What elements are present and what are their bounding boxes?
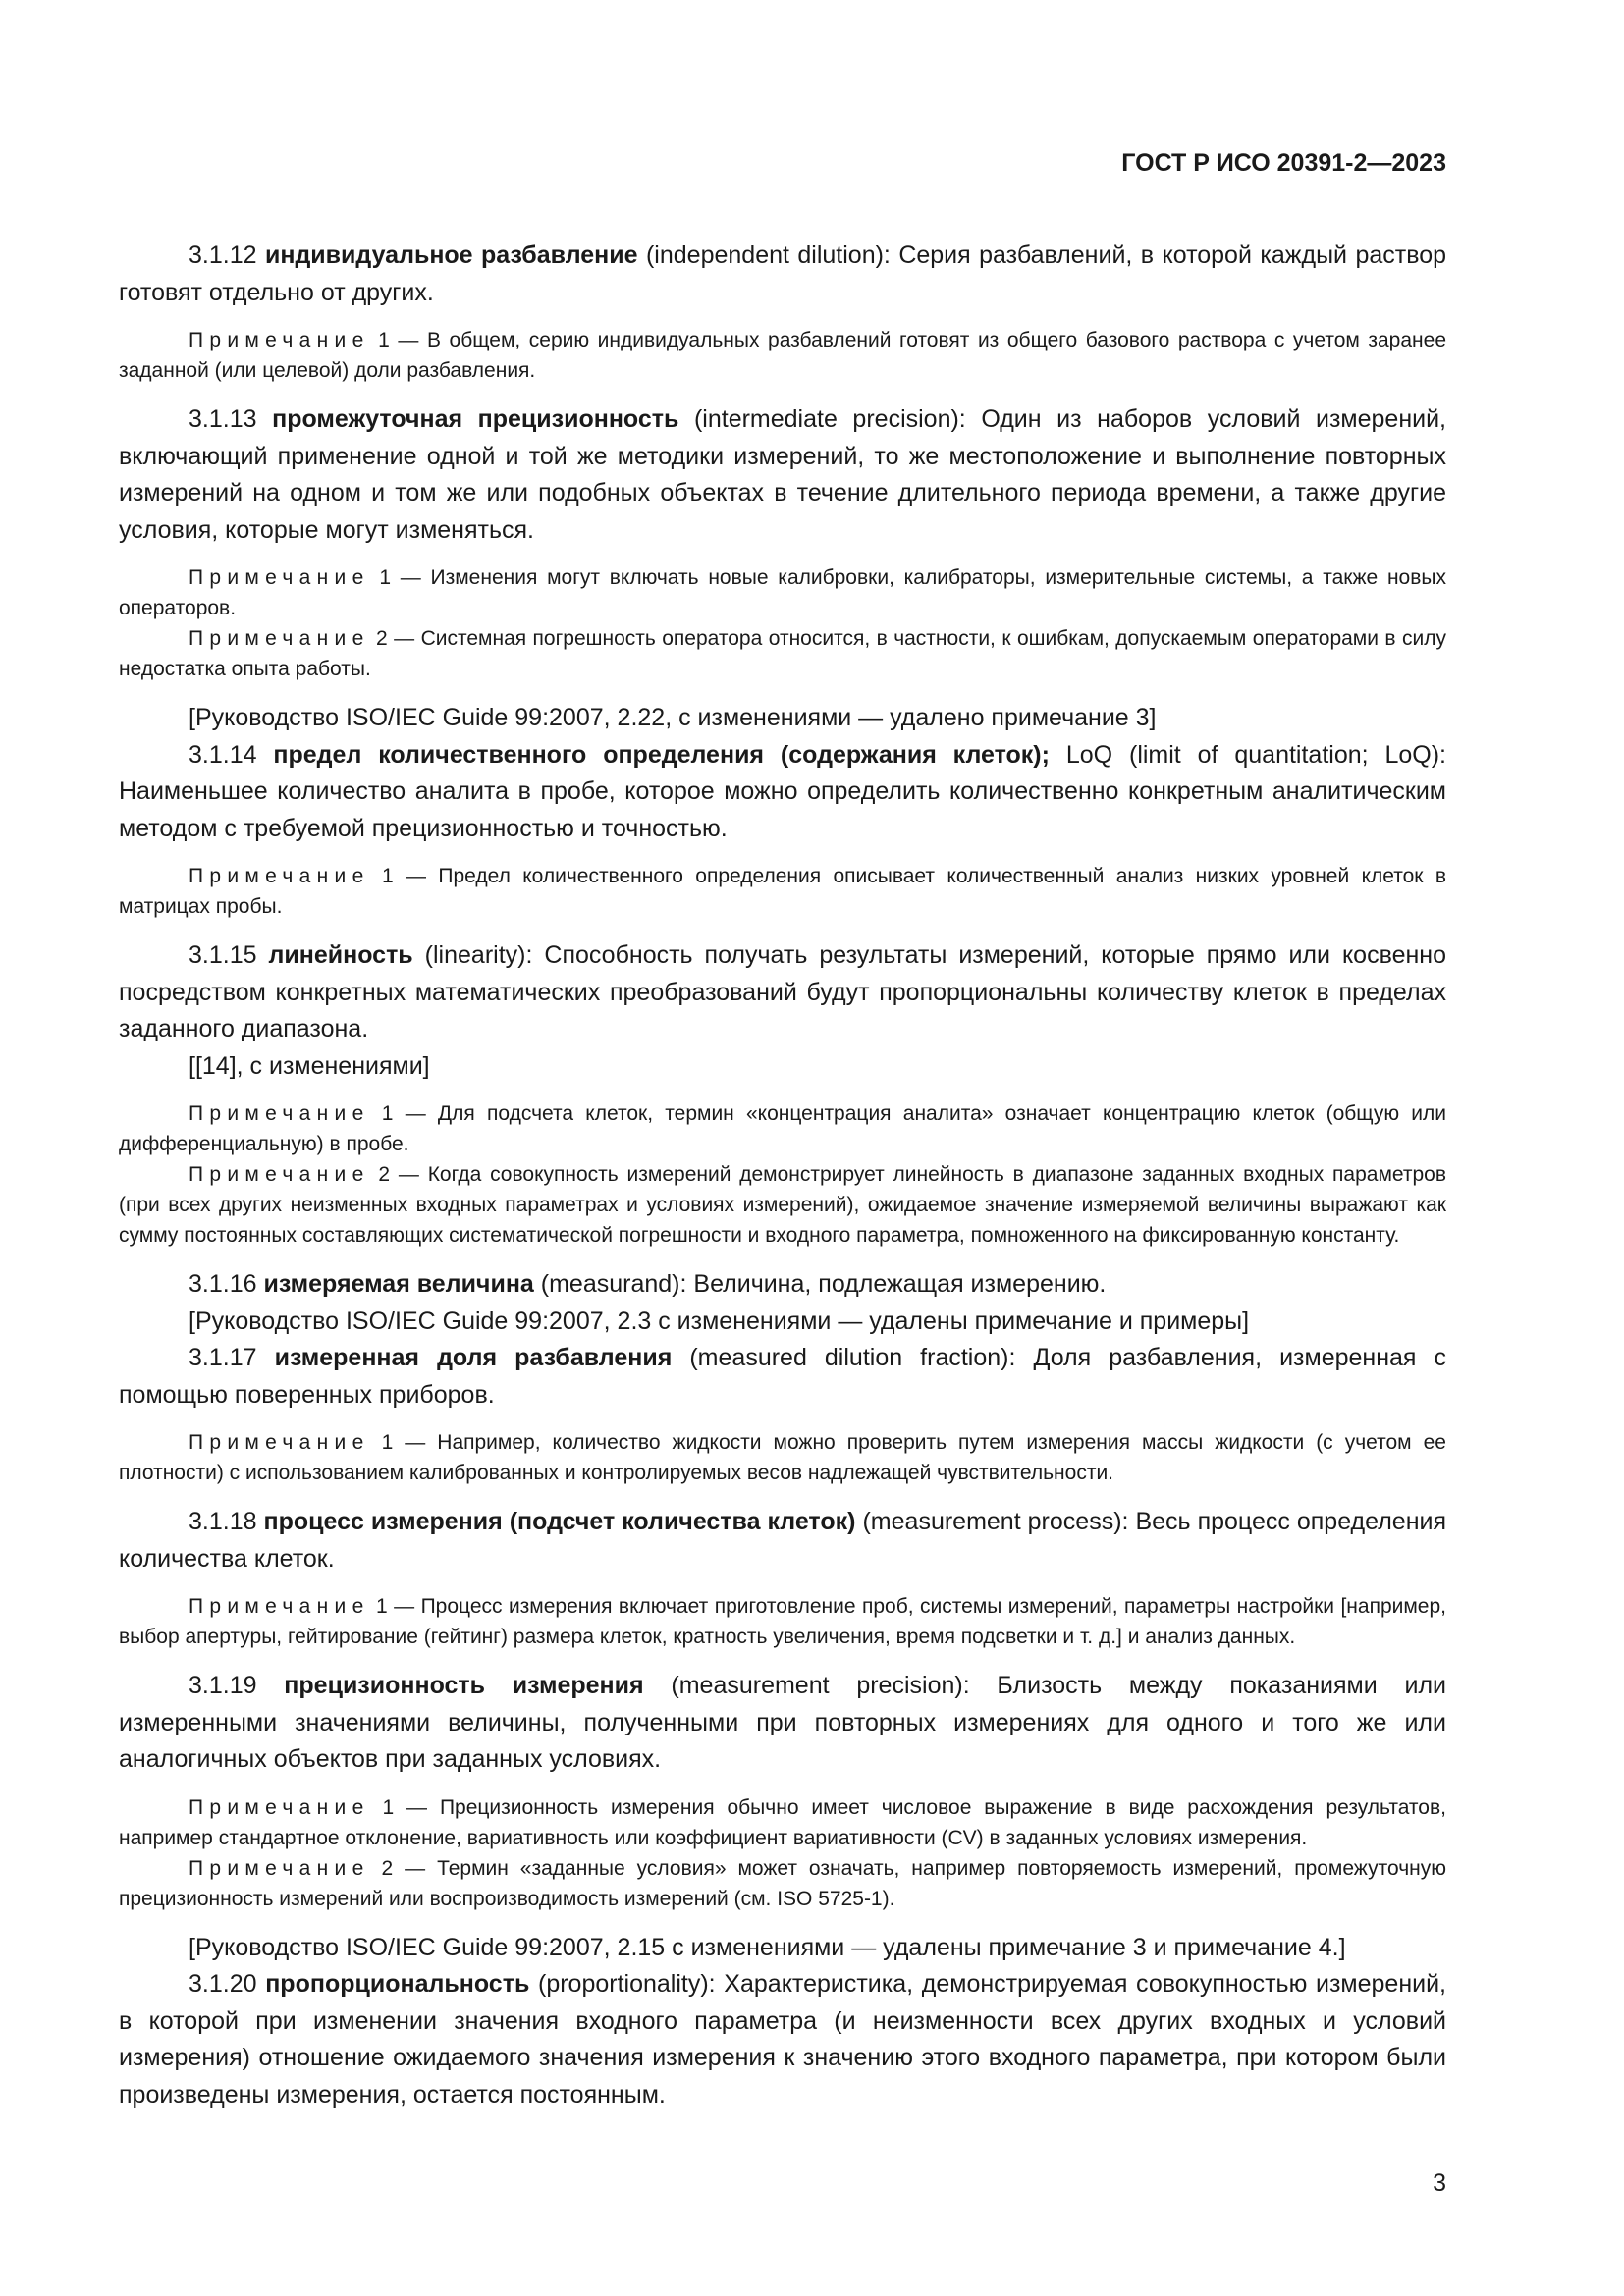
note-text: 2 — Термин «заданные условия» может означать, например повторяемость измерений, промежуточную прецизионность измерений или воспроизводимость измерений (см. ISO 5725-1). <box>119 1856 1446 1910</box>
term-definition: LoQ (limit of quantitation; LoQ): Наименьшее количество аналита в пробе, которое можно определить количественно конкретным аналитическим методом с требуемой прецизионностью и точностью. <box>119 740 1447 842</box>
term-definition: (measurement precision): Близость между показаниями или измеренными значениями величины, полученными при повторных измерениях для одного и того же или аналогичных объектов при заданных условиях. <box>119 1672 1446 1773</box>
source-reference-3-1-15: [[14], с изменениями] <box>189 1051 430 1080</box>
term-definition: (proportionality): Характеристика, демонстрируемая совокупностью измерений, в которой при изменении значения входного параметра (и неизменности всех других входных и условий измерения) отношение ожидаемого значения измерения к значению этого входного параметра, при котором были произведены измерения, остается постоянным. <box>119 1970 1446 2109</box>
term-3-1-14 <box>119 737 1446 848</box>
term-3-1-18 <box>119 1504 1446 1577</box>
term-number: 3.1.18 <box>189 1508 257 1535</box>
term-number: 3.1.17 <box>189 1344 257 1371</box>
note-text: 2 — Системная погрешность оператора относится, в частности, к ошибкам, допускаемым операторами в силу недостатка опыта работы. <box>119 627 1446 680</box>
term-number: 3.1.19 <box>189 1672 257 1699</box>
note-text: 2 — Когда совокупность измерений демонстрирует линейность в диапазоне заданных входных параметров (при всех других неизменных входных параметрах и условиях измерений), ожидаемое значение измеряемой величины выражают как сумму постоянных составляющих систематической погрешности и входного параметра, помноженного на фиксированную константу. <box>119 1163 1446 1247</box>
term-number: 3.1.12 <box>189 241 257 269</box>
term-name: измеряемая величина <box>263 1270 534 1298</box>
term-name: промежуточная прецизионность <box>272 405 679 433</box>
note-3-1-19-2 <box>119 1853 1446 1914</box>
note-3-1-12-1 <box>119 325 1446 386</box>
term-3-1-16 <box>119 1266 1446 1304</box>
page-number: 3 <box>1433 2169 1446 2197</box>
note-text: 1 — Прецизионность измерения обычно имеет числовое выражение в виде расхождения результатов, например стандартное отклонение, вариативность или коэффициент вариативности (CV) в заданных условиях измерения. <box>119 1795 1446 1849</box>
note-label: Примечание <box>189 1595 370 1618</box>
note-label: Примечание <box>189 1795 370 1819</box>
note-3-1-14-1 <box>119 861 1446 922</box>
note-3-1-13-1 <box>119 562 1446 623</box>
note-text: 1 — Процесс измерения включает приготовление проб, системы измерений, параметры настройки [например, выбор апертуры, гейтирование (гейтинг) размера клеток, кратность увеличения, время подсветки и т. д.] и анализ данных. <box>119 1595 1446 1648</box>
note-label: Примечание <box>189 627 370 650</box>
note-3-1-18-1 <box>119 1591 1446 1652</box>
term-name: измеренная доля разбавления <box>274 1344 673 1371</box>
term-3-1-12 <box>119 238 1446 311</box>
note-3-1-17-1 <box>119 1427 1446 1488</box>
term-number: 3.1.15 <box>189 941 257 969</box>
note-text: 1 — В общем, серию индивидуальных разбавлений готовят из общего базового раствора с учетом заранее заданной (или целевой) доли разбавления. <box>119 329 1446 382</box>
note-label: Примечание <box>189 1856 370 1880</box>
term-name: предел количественного определения (содержания клеток); <box>273 740 1050 769</box>
note-label: Примечание <box>189 865 370 887</box>
term-name: прецизионность измерения <box>284 1672 644 1699</box>
source-reference-3-1-19: [Руководство ISO/IEC Guide 99:2007, 2.15 с изменениями — удалены примечание 3 и примечание 4.] <box>189 1933 1346 1961</box>
term-3-1-20 <box>119 1966 1446 2113</box>
term-number: 3.1.13 <box>189 405 257 433</box>
term-name: пропорциональность <box>265 1970 530 1998</box>
note-text: 1 — Предел количественного определения описывает количественный анализ низких уровней клеток в матрицах пробы. <box>119 865 1446 918</box>
term-definition: (measurand): Величина, подлежащая измерению. <box>540 1270 1107 1298</box>
term-definition: (intermediate precision): Один из наборов условий измерений, включающий применение одной и той же методики измерений, то же местоположение и выполнение повторных измерений на одном и том же или подобных объектах в течение длительного периода времени, а также другие условия, которые могут изменяться. <box>119 405 1447 544</box>
term-3-1-17 <box>119 1340 1446 1414</box>
term-number: 3.1.16 <box>189 1270 257 1298</box>
note-label: Примечание <box>189 1102 370 1125</box>
term-number: 3.1.20 <box>189 1970 257 1998</box>
note-3-1-15-2 <box>119 1159 1446 1251</box>
term-3-1-15 <box>119 937 1446 1048</box>
term-definition: (independent dilution): Серия разбавлений, в которой каждый раствор готовят отдельно от других. <box>119 241 1447 306</box>
note-text: 1 — Для подсчета клеток, термин «концентрация аналита» означает концентрацию клеток (общую или дифференциальную) в пробе. <box>119 1102 1447 1155</box>
note-label: Примечание <box>189 1163 370 1186</box>
note-3-1-13-2 <box>119 623 1446 684</box>
note-label: Примечание <box>189 566 370 589</box>
standard-designation: ГОСТ Р ИСО 20391-2—2023 <box>1121 149 1446 177</box>
note-text: 1 — Изменения могут включать новые калибровки, калибраторы, измерительные системы, а также новых операторов. <box>119 566 1446 619</box>
term-name: линейность <box>268 941 413 969</box>
note-3-1-19-1 <box>119 1792 1446 1853</box>
term-definition: (linearity): Способность получать результаты измерений, которые прямо или косвенно посредством конкретных математических преобразований будут пропорциональны количеству клеток в пределах заданного диапазона. <box>119 941 1446 1042</box>
term-definition: (measured dilution fraction): Доля разбавления, измеренная с помощью поверенных приборов. <box>119 1344 1447 1409</box>
term-number: 3.1.14 <box>189 740 257 769</box>
term-name: индивидуальное разбавление <box>264 241 638 269</box>
term-3-1-13 <box>119 401 1446 549</box>
note-label: Примечание <box>189 1431 370 1454</box>
note-3-1-15-1 <box>119 1098 1446 1159</box>
term-3-1-19 <box>119 1668 1446 1779</box>
note-text: 1 — Например, количество жидкости можно проверить путем измерения массы жидкости (с учетом ее плотности) с использованием калиброванных и контролируемых весов надлежащей чувствительности. <box>119 1431 1446 1484</box>
note-label: Примечание <box>189 329 370 351</box>
source-reference-3-1-13: [Руководство ISO/IEC Guide 99:2007, 2.22, с изменениями — удалено примечание 3] <box>189 704 1157 731</box>
term-definition: (measurement process): Весь процесс определения количества клеток. <box>119 1508 1447 1573</box>
term-name: процесс измерения (подсчет количества клеток) <box>263 1508 856 1535</box>
source-reference-3-1-16: [Руководство ISO/IEC Guide 99:2007, 2.3 с изменениями — удалены примечание и примеры] <box>189 1307 1250 1335</box>
